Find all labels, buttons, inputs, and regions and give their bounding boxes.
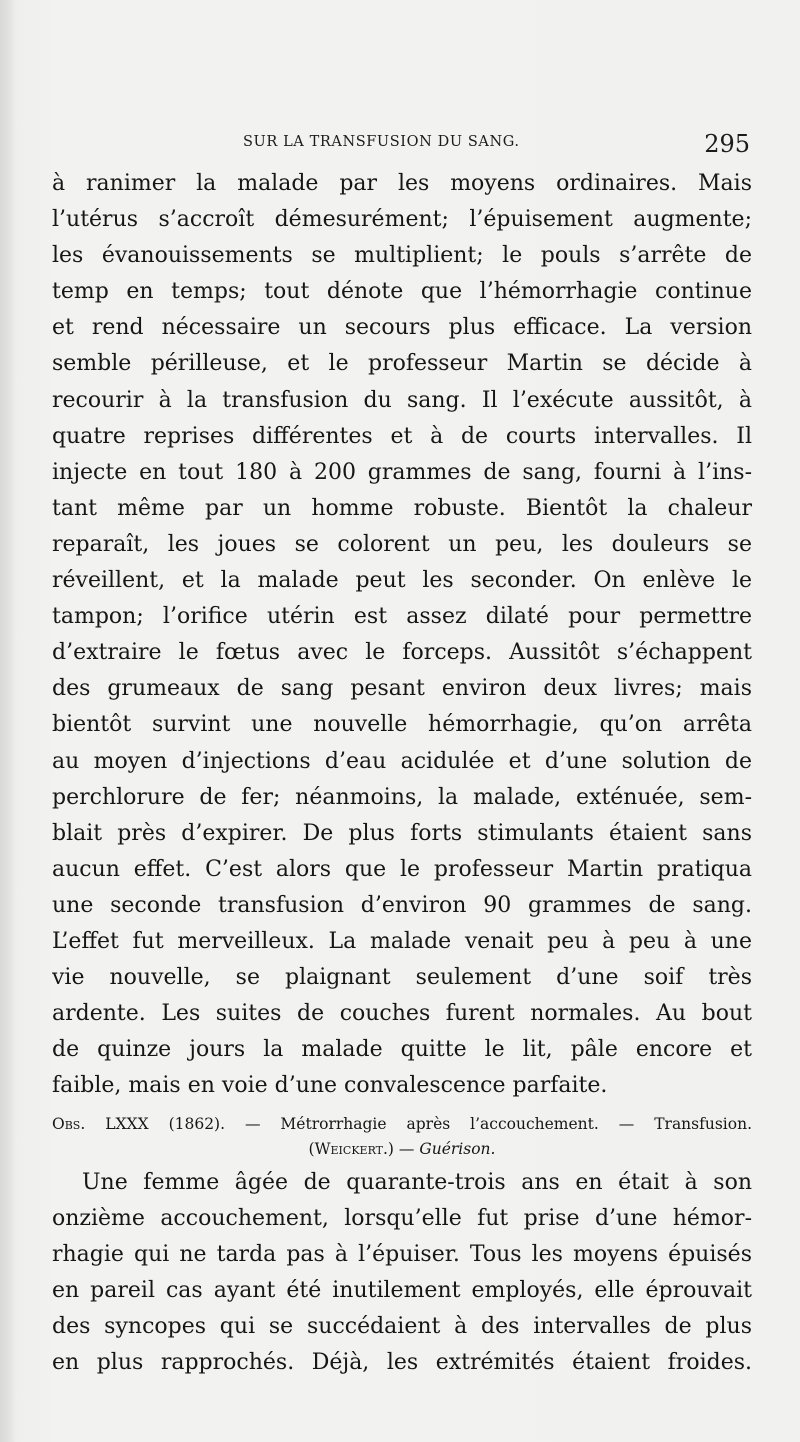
page-number: 295 — [704, 130, 750, 158]
text-line: aucun effet. C’est alors que le professeur Martin pratiqua — [52, 856, 752, 882]
text-line: L’effet fut merveilleux. La malade venait peu à peu à une — [52, 928, 752, 954]
text-line: de quinze jours la malade quitte le lit, pâle encore et — [52, 1037, 752, 1063]
running-head-title: SUR LA TRANSFUSION DU SANG. — [243, 134, 520, 150]
running-head — [50, 130, 750, 164]
text-line: réveillent, et la malade peut les seconder. On enlève le — [52, 568, 752, 594]
text-line: en pareil cas ayant été inutilement employés, elle éprouvait — [52, 1278, 752, 1304]
observation-title: — Métrorrhagie après l’accouchement. — Transfusion. — [244, 1115, 752, 1133]
text-line: des grumeaux de sang pesant environ deux livres; mais — [52, 676, 752, 702]
text-line: ardente. Les suites de couches furent normales. Au bout — [52, 1001, 752, 1027]
text-line: semble périlleuse, et le professeur Martin se décide à — [52, 351, 752, 377]
page-gutter-shadow — [0, 0, 16, 1442]
text-line: vie nouvelle, se plaignant seulement d’une soif très — [52, 965, 752, 991]
text-line: d’extraire le fœtus avec le forceps. Aussitôt s’échappent — [52, 640, 752, 666]
text-line: blait près d’expirer. De plus forts stimulants étaient sans — [52, 820, 752, 846]
observation-dash: — — [398, 1140, 415, 1158]
text-line: faible, mais en voie d’une convalescence parfaite. — [52, 1073, 608, 1099]
observation-label: Obs. LXXX — [52, 1115, 149, 1133]
text-line: quatre reprises différentes et à de courts intervalles. Il — [52, 423, 752, 449]
observation-year: (1862). — [168, 1115, 226, 1133]
text-line: en plus rapprochés. Déjà, les extrémités étaient froides. — [52, 1350, 752, 1376]
text-line: à ranimer la malade par les moyens ordinaires. Mais — [52, 171, 752, 196]
paragraph-1 — [52, 166, 752, 1104]
text-line: les évanouissements se multiplient; le pouls s’arrête de — [52, 243, 752, 269]
text-line: tampon; l’orifice utérin est assez dilaté pour permettre — [52, 604, 752, 630]
text-line: et rend nécessaire un secours plus efficace. La version — [52, 315, 752, 341]
text-line: perchlorure de fer; néanmoins, la malade, exténuée, sem- — [52, 784, 752, 810]
paragraph-2 — [52, 1165, 752, 1382]
observation-author: (Weickert.) — [308, 1140, 394, 1158]
observation-subtitle-line — [52, 1137, 752, 1162]
text-line: rhagie qui ne tarda pas à l’épuiser. Tous les moyens épuisés — [52, 1242, 752, 1268]
text-line: reparaît, les joues se colorent un peu, les douleurs se — [52, 531, 752, 557]
text-line: bientôt survint une nouvelle hémorrhagie, qu’on arrêta — [52, 712, 752, 738]
text-line: l’utérus s’accroît démesurément; l’épuisement augmente; — [52, 207, 752, 233]
text-line: tant même par un homme robuste. Bientôt la chaleur — [52, 495, 752, 521]
text-line: onzième accouchement, lorsqu’elle fut prise d’une hémor- — [52, 1206, 752, 1232]
text-line: des syncopes qui se succédaient à des intervalles de plus — [52, 1314, 752, 1340]
observation-heading — [52, 1112, 752, 1162]
text-line: recourir à la transfusion du sang. Il l’exécute aussitôt, à — [52, 387, 752, 413]
text-line: injecte en tout 180 à 200 grammes de sang, fourni à l’ins- — [52, 459, 752, 485]
observation-title-line — [52, 1112, 752, 1137]
text-line: Une femme âgée de quarante-trois ans en était à son — [82, 1170, 752, 1195]
text-line: au moyen d’injections d’eau acidulée et d’une solution de — [52, 748, 752, 774]
text-line: temp en temps; tout dénote que l’hémorrhagie continue — [52, 279, 752, 305]
observation-outcome: Guérison. — [419, 1140, 496, 1158]
text-line: une seconde transfusion d’environ 90 grammes de sang. — [52, 892, 752, 918]
